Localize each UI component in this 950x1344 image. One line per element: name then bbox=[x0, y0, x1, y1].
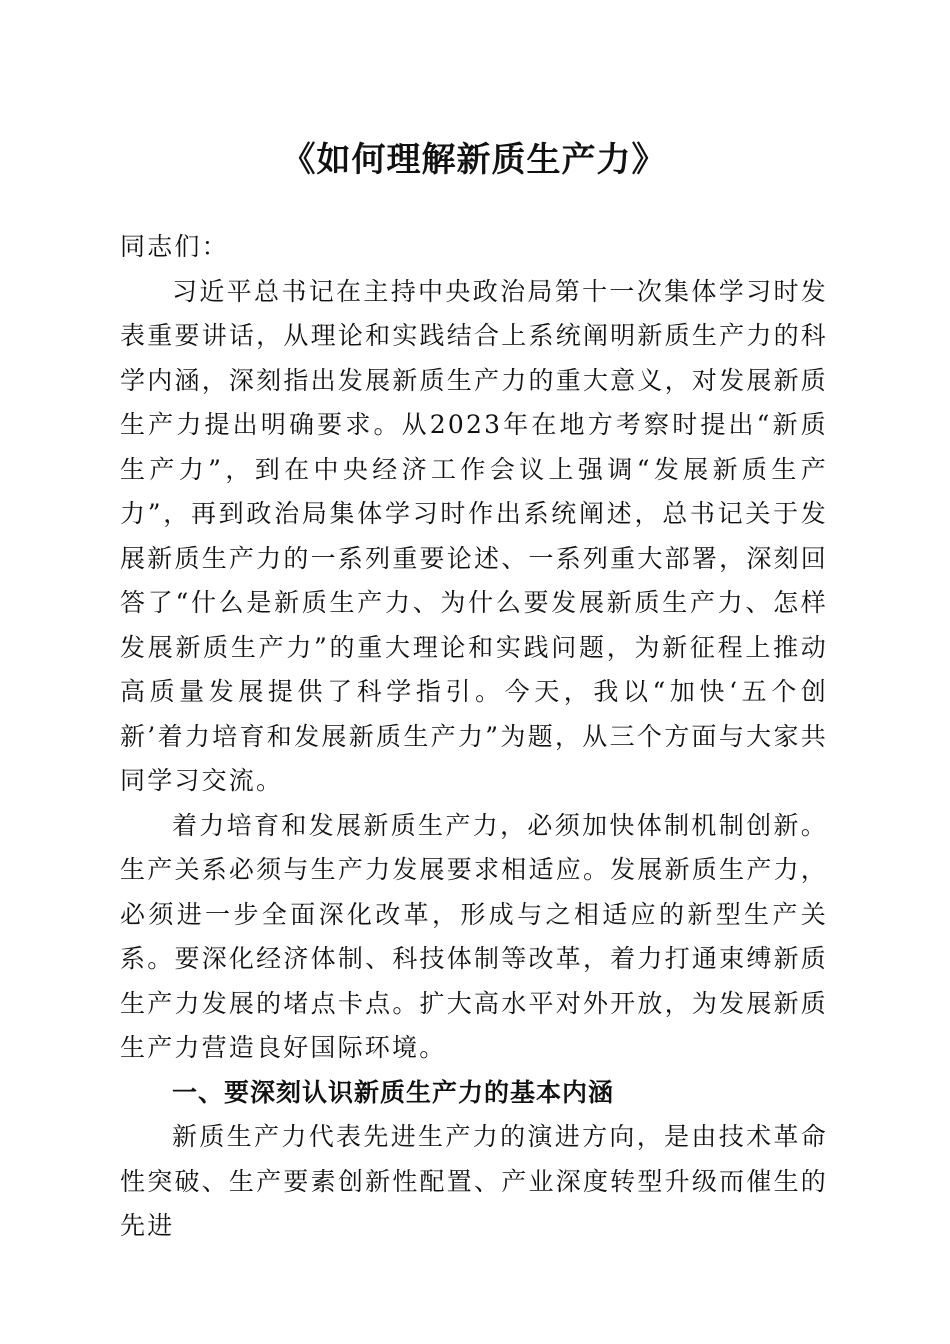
salutation: 同志们： bbox=[120, 232, 229, 261]
document-page bbox=[120, 135, 828, 1249]
document-title: 《如何理解新质生产力》 bbox=[281, 140, 667, 180]
section-heading-1: 一、要深刻认识新质生产力的基本内涵 bbox=[172, 1077, 615, 1107]
paragraph-basic-connotation: 新质生产力代表先进生产力的演进方向，是由技术革命性突破、生产要素创新性配置、产业深度转型升级而催生的先进 bbox=[120, 1122, 828, 1240]
paragraph-intro: 习近平总书记在主持中央政治局第十一次集体学习时发表重要讲话，从理论和实践结合上系统阐明新质生产力的科学内涵，深刻指出发展新质生产力的重大意义，对发展新质生产力提出明确要求。从2023年在地方考察时提出“新质生产力”，到在中央经济工作会议上强调“发展新质生产力”，再到政治局集体学习时作出系统阐述，总书记关于发展新质生产力的一系列重要论述、一系列重大部署，深刻回答了“什么是新质生产力、为什么要发展新质生产力、怎样发展新质生产力”的重大理论和实践问题，为新征程上推动高质量发展提供了科学指引。今天，我以“加快‘五个创新’着力培育和发展新质生产力”为题，从三个方面与大家共同学习交流。 bbox=[120, 276, 828, 795]
paragraph-institutional-innovation: 着力培育和发展新质生产力，必须加快体制机制创新。生产关系必须与生产力发展要求相适应。发展新质生产力，必须进一步全面深化改革，形成与之相适应的新型生产关系。要深化经济体制、科技体制等改革，着力打通束缚新质生产力发展的堵点卡点。扩大高水平对外开放，为发展新质生产力营造良好国际环境。 bbox=[120, 810, 828, 1062]
